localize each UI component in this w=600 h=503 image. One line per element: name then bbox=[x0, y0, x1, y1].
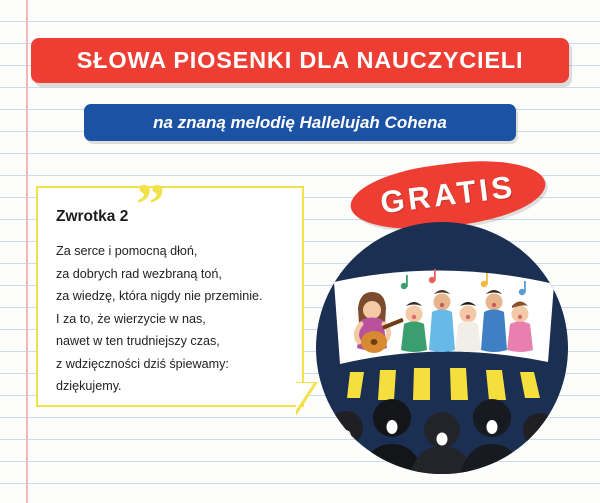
card-heading: Zwrotka 2 bbox=[56, 208, 129, 225]
page-title: SŁOWA PIOSENKI DLA NAUCZYCIELI bbox=[76, 47, 524, 73]
lyrics-line: za wiedzę, która nigdy nie przeminie. bbox=[56, 289, 263, 303]
quotation-mark-icon: ” bbox=[136, 172, 162, 237]
choir-with-guitarist-illustration bbox=[316, 222, 568, 474]
page-subtitle: na znaną melodię Hallelujah Cohena bbox=[153, 112, 447, 132]
lyrics-line: dziękujemy. bbox=[56, 379, 122, 393]
poster-title-banner bbox=[31, 38, 569, 83]
gratis-badge-label: GRATIS bbox=[378, 168, 518, 221]
notebook-margin-line bbox=[26, 0, 28, 503]
lyrics-line: z wdzięczności dziś śpiewamy: bbox=[56, 356, 229, 371]
lyrics-line: nawet w ten trudniejszy czas, bbox=[56, 334, 220, 348]
lyrics-line: I za to, że wierzycie w nas, bbox=[56, 311, 206, 326]
poster-subtitle-banner bbox=[84, 104, 516, 141]
lyrics-line: Za serce i pomocną dłoń, bbox=[56, 244, 198, 258]
lyrics-text bbox=[56, 240, 292, 398]
lyrics-line: za dobrych rad wezbraną toń, bbox=[56, 266, 222, 281]
speech-bubble-tail bbox=[296, 382, 318, 416]
